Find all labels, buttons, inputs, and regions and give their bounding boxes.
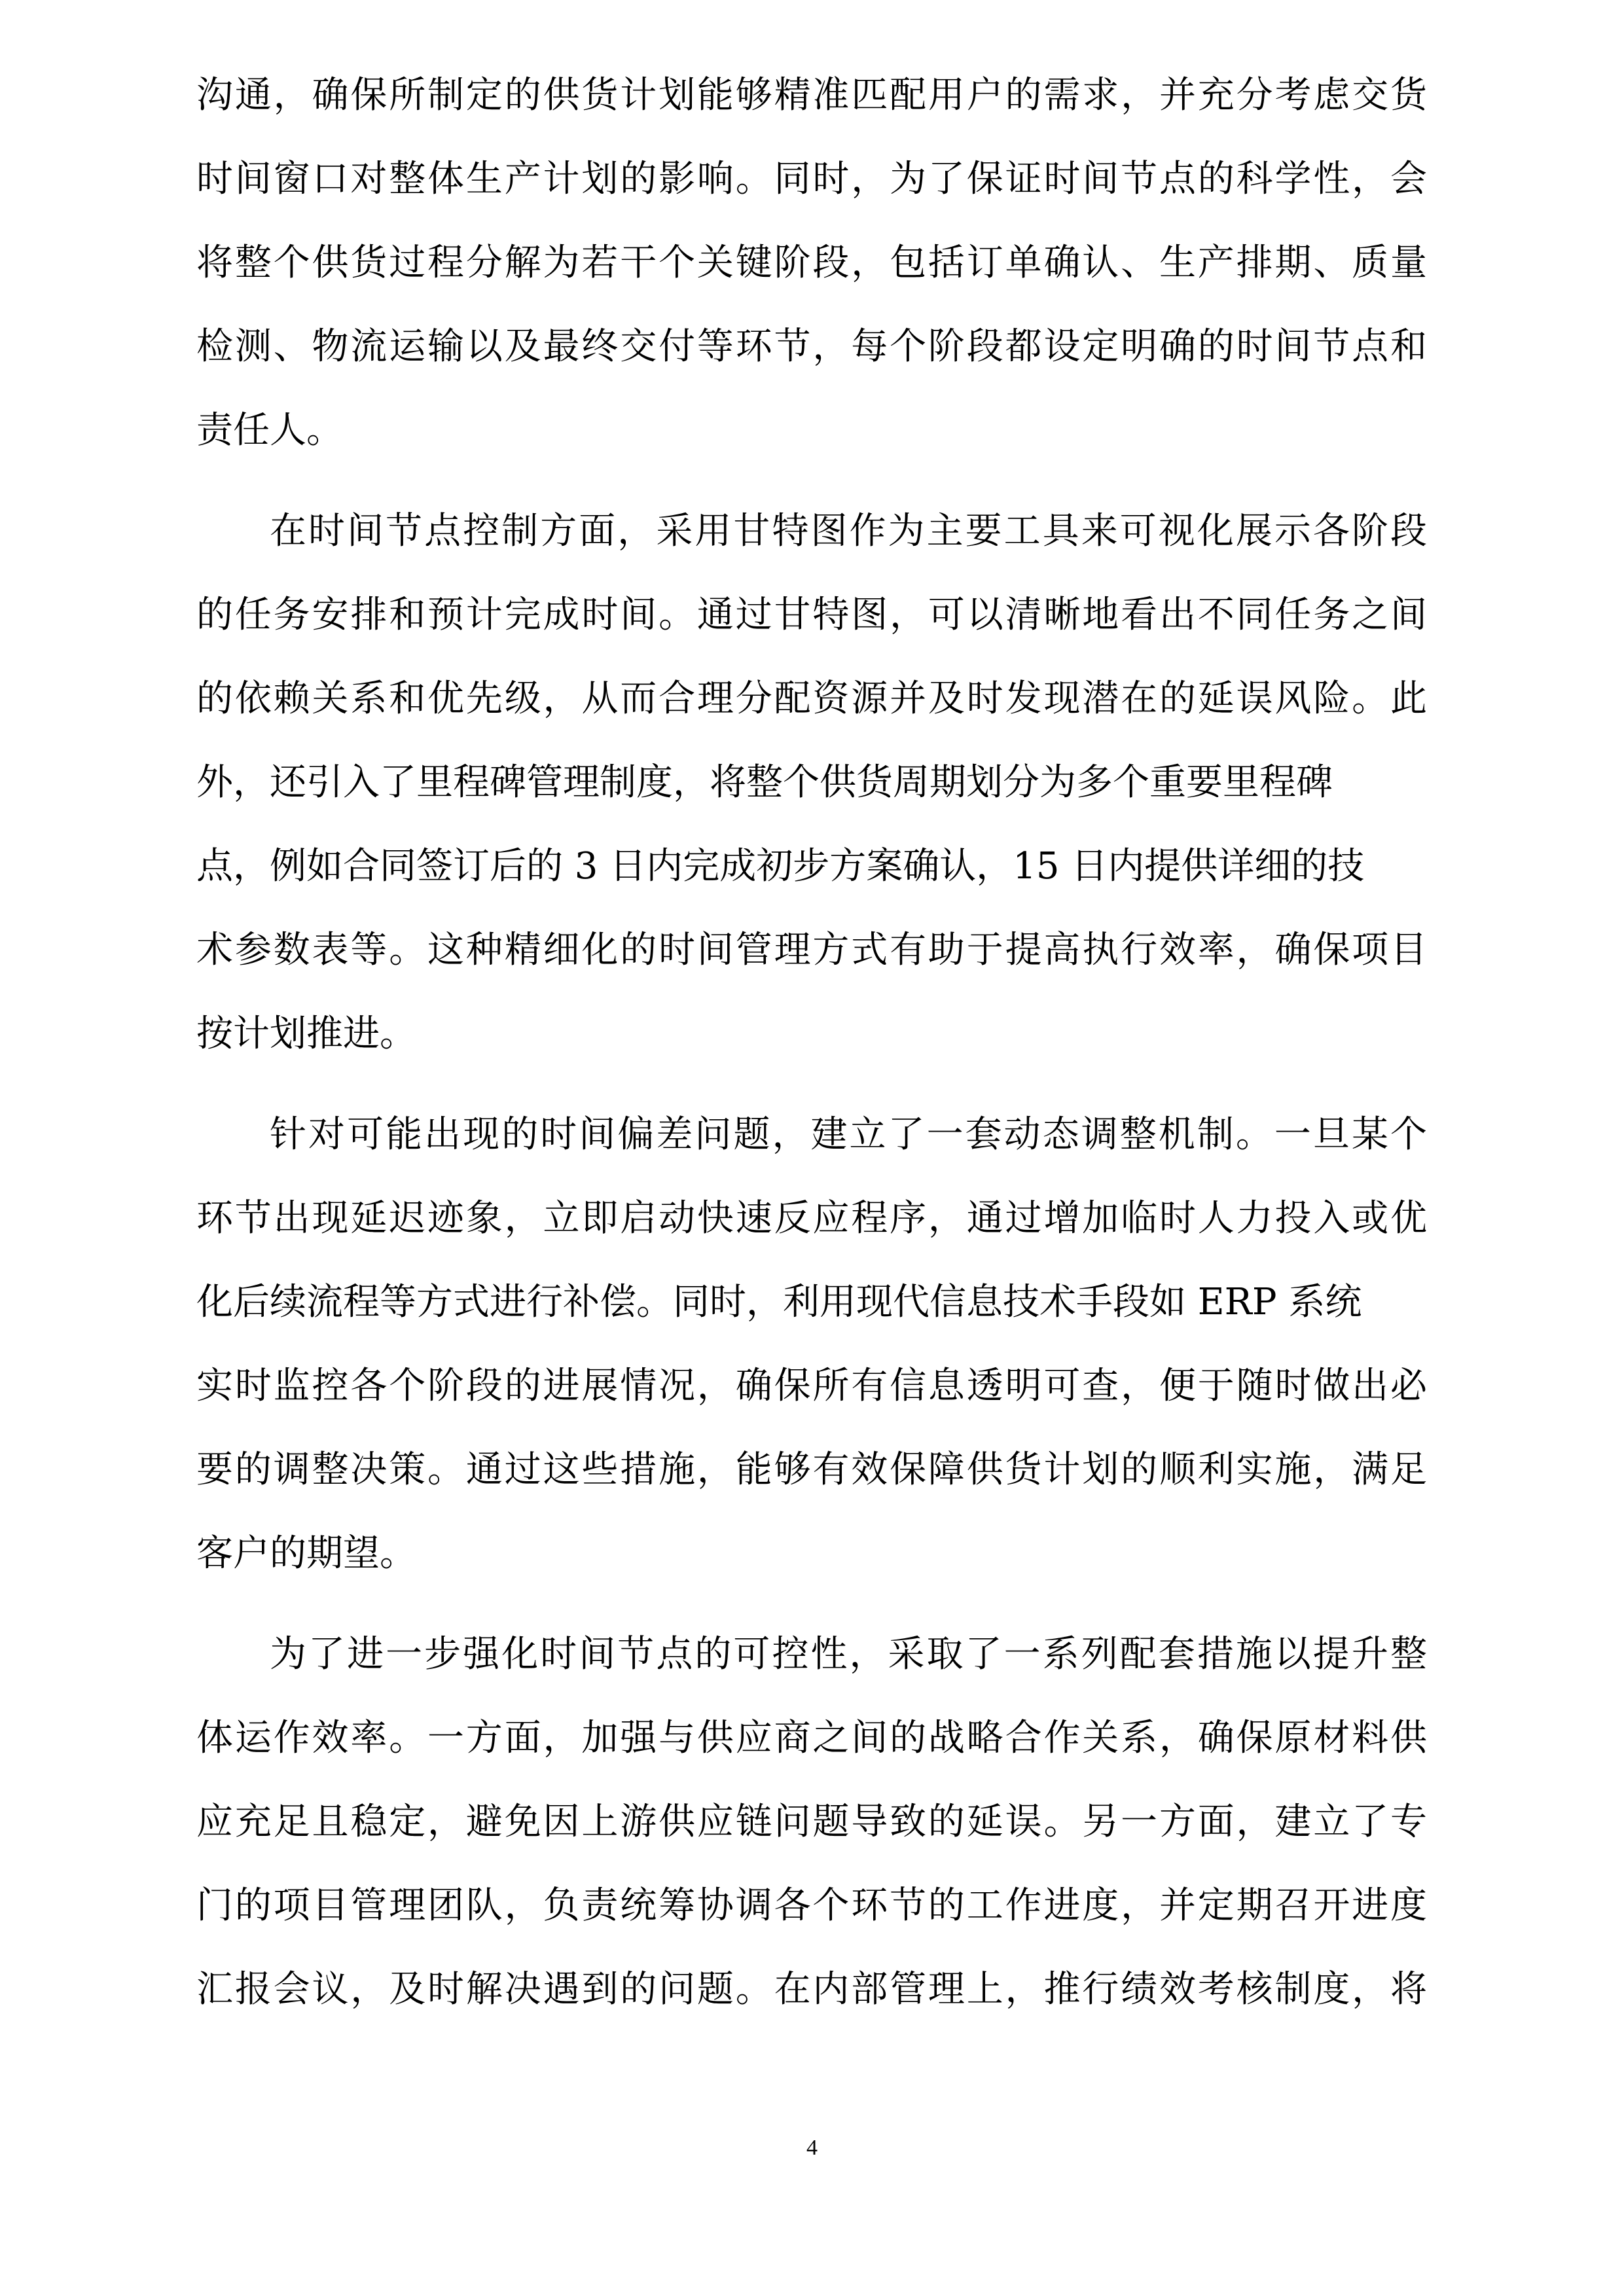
- text-line: 按计划推进。: [196, 1013, 416, 1055]
- page-number: 4: [806, 2136, 818, 2160]
- text-line: 的依赖关系和优先级，从而合理分配资源并及时发现潜在的延误风险。此: [196, 677, 1427, 720]
- text-line: 的任务安排和预计完成时间。通过甘特图，可以清晰地看出不同任务之间: [196, 594, 1427, 636]
- paragraph-1: [196, 54, 1427, 473]
- text-line: 为了进一步强化时间节点的可控性，采取了一系列配套措施以提升整: [270, 1633, 1427, 1676]
- paragraph-4: [196, 1613, 1427, 2032]
- text-line: 检测、物流运输以及最终交付等环节，每个阶段都设定明确的时间节点和: [196, 325, 1427, 368]
- text-line: 化后续流程等方式进行补偿。同时，利用现代信息技术手段如 ERP 系统: [196, 1281, 1362, 1323]
- paragraph-2: [196, 490, 1427, 1076]
- text-line: 门的项目管理团队，负责统筹协调各个环节的工作进度，并定期召开进度: [196, 1884, 1427, 1927]
- text-line: 术参数表等。这种精细化的时间管理方式有助于提高执行效率，确保项目: [196, 929, 1427, 971]
- text-line: 时间窗口对整体生产计划的影响。同时，为了保证时间节点的科学性，会: [196, 158, 1427, 200]
- text-line: 责任人。: [196, 409, 343, 452]
- text-line: 实时监控各个阶段的进展情况，确保所有信息透明可查，便于随时做出必: [196, 1365, 1427, 1407]
- text-line: 要的调整决策。通过这些措施，能够有效保障供货计划的顺利实施，满足: [196, 1448, 1427, 1491]
- text-line: 客户的期望。: [196, 1532, 416, 1575]
- text-line: 点，例如合同签订后的 3 日内完成初步方案确认，15 日内提供详细的技: [196, 845, 1365, 888]
- text-line: 在时间节点控制方面，采用甘特图作为主要工具来可视化展示各阶段: [270, 510, 1427, 552]
- body-text: [196, 54, 1427, 2032]
- text-line: 沟通，确保所制定的供货计划能够精准匹配用户的需求，并充分考虑交货: [196, 74, 1427, 117]
- paragraph-3: [196, 1093, 1427, 1596]
- text-line: 针对可能出现的时间偏差问题，建立了一套动态调整机制。一旦某个: [270, 1113, 1427, 1156]
- text-line: 应充足且稳定，避免因上游供应链问题导致的延误。另一方面，建立了专: [196, 1801, 1427, 1843]
- text-line: 汇报会议，及时解决遇到的问题。在内部管理上，推行绩效考核制度，将: [196, 1968, 1427, 2011]
- text-line: 体运作效率。一方面，加强与供应商之间的战略合作关系，确保原材料供: [196, 1717, 1427, 1759]
- text-line: 外，还引入了里程碑管理制度，将整个供货周期划分为多个重要里程碑: [196, 761, 1333, 804]
- text-line: 环节出现延迟迹象，立即启动快速反应程序，通过增加临时人力投入或优: [196, 1197, 1427, 1240]
- text-line: 将整个供货过程分解为若干个关键阶段，包括订单确认、生产排期、质量: [196, 242, 1427, 284]
